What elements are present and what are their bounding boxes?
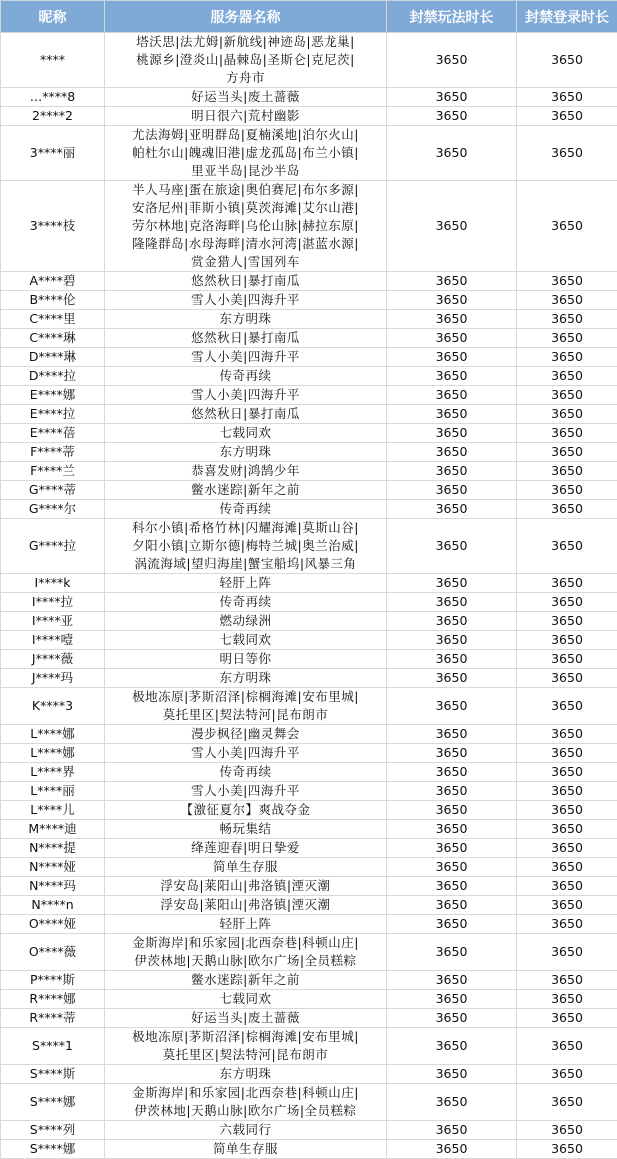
nickname-cell: L****娜 <box>1 725 105 744</box>
server-name-line: 鳖水迷踪|新年之前 <box>107 971 384 989</box>
server-name-line: 雪人小美|四海升平 <box>107 782 384 800</box>
nickname-cell: O****娅 <box>1 915 105 934</box>
play-ban-duration-header: 封禁玩法时长 <box>387 1 517 33</box>
server-name-line: 帕杜尔山|魄魂旧港|虚龙孤岛|布兰小镇| <box>107 144 384 162</box>
play-ban-duration-cell: 3650 <box>387 725 517 744</box>
nickname-cell: B****伦 <box>1 291 105 310</box>
server-name-cell <box>105 481 387 500</box>
play-ban-duration-cell: 3650 <box>387 1121 517 1140</box>
table-row <box>1 801 617 820</box>
play-ban-duration-cell: 3650 <box>387 971 517 990</box>
play-ban-duration-cell: 3650 <box>387 877 517 896</box>
table-row <box>1 725 617 744</box>
nickname-cell: 3****丽 <box>1 126 105 181</box>
table-body <box>1 33 617 1159</box>
server-name-cell <box>105 631 387 650</box>
nickname-cell: I****亚 <box>1 612 105 631</box>
login-ban-duration-cell: 3650 <box>517 126 617 181</box>
nickname-cell: N****娅 <box>1 858 105 877</box>
table-row <box>1 1009 617 1028</box>
play-ban-duration-cell: 3650 <box>387 669 517 688</box>
server-name-cell <box>105 329 387 348</box>
table-row <box>1 782 617 801</box>
server-name-line: 明日很六|荒村幽影 <box>107 107 384 125</box>
nickname-cell: J****薇 <box>1 650 105 669</box>
server-name-line: 雪人小美|四海升平 <box>107 291 384 309</box>
server-name-line: 桃源乡|澄炎山|晶棘岛|圣斯仑|克尼茨| <box>107 51 384 69</box>
login-ban-duration-cell: 3650 <box>517 631 617 650</box>
server-name-cell <box>105 272 387 291</box>
login-ban-duration-cell: 3650 <box>517 33 617 88</box>
login-ban-duration-cell: 3650 <box>517 669 617 688</box>
nickname-cell: S****斯 <box>1 1065 105 1084</box>
server-name-cell <box>105 593 387 612</box>
nickname-cell: G****尔 <box>1 500 105 519</box>
server-name-line: 明日等你 <box>107 650 384 668</box>
login-ban-duration-cell: 3650 <box>517 107 617 126</box>
login-ban-duration-cell: 3650 <box>517 688 617 725</box>
login-ban-duration-cell: 3650 <box>517 782 617 801</box>
play-ban-duration-cell: 3650 <box>387 500 517 519</box>
login-ban-duration-cell: 3650 <box>517 386 617 405</box>
table-row <box>1 386 617 405</box>
server-name-cell <box>105 725 387 744</box>
server-name-line: 浮安岛|莱阳山|弗洛镇|湮灭潮 <box>107 877 384 895</box>
nickname-cell: **** <box>1 33 105 88</box>
nickname-cell: S****1 <box>1 1028 105 1065</box>
login-ban-duration-cell: 3650 <box>517 405 617 424</box>
play-ban-duration-cell: 3650 <box>387 782 517 801</box>
server-name-line: 方舟市 <box>107 69 384 87</box>
nickname-cell: E****蓓 <box>1 424 105 443</box>
table-row <box>1 272 617 291</box>
login-ban-duration-cell: 3650 <box>517 763 617 782</box>
server-name-cell <box>105 650 387 669</box>
nickname-cell: M****迪 <box>1 820 105 839</box>
login-ban-duration-cell: 3650 <box>517 443 617 462</box>
server-name-line: 悠然秋日|暴打南瓜 <box>107 329 384 347</box>
play-ban-duration-cell: 3650 <box>387 107 517 126</box>
server-name-line: 传奇再续 <box>107 500 384 518</box>
nickname-cell: E****娜 <box>1 386 105 405</box>
nickname-cell: K****3 <box>1 688 105 725</box>
table-row <box>1 348 617 367</box>
server-name-cell <box>105 462 387 481</box>
server-name-cell <box>105 310 387 329</box>
nickname-cell: G****拉 <box>1 519 105 574</box>
table-row <box>1 858 617 877</box>
server-name-cell <box>105 574 387 593</box>
play-ban-duration-cell: 3650 <box>387 443 517 462</box>
server-name-cell <box>105 1028 387 1065</box>
server-name-line: 金斯海岸|和乐家园|北西奈巷|科顿山庄| <box>107 934 384 952</box>
server-name-cell <box>105 877 387 896</box>
server-name-line: 简单生存服 <box>107 1140 384 1158</box>
server-name-cell <box>105 744 387 763</box>
server-name-cell <box>105 386 387 405</box>
table-row <box>1 574 617 593</box>
server-name-line: 里亚半岛|昆沙半岛 <box>107 162 384 180</box>
login-ban-duration-cell: 3650 <box>517 272 617 291</box>
login-ban-duration-cell: 3650 <box>517 744 617 763</box>
table-row <box>1 107 617 126</box>
nickname-cell: F****蒂 <box>1 443 105 462</box>
login-ban-duration-cell: 3650 <box>517 915 617 934</box>
play-ban-duration-cell: 3650 <box>387 386 517 405</box>
play-ban-duration-cell: 3650 <box>387 896 517 915</box>
play-ban-duration-cell: 3650 <box>387 329 517 348</box>
login-ban-duration-cell: 3650 <box>517 612 617 631</box>
server-name-line: 东方明珠 <box>107 669 384 687</box>
server-name-cell <box>105 820 387 839</box>
server-name-line: 东方明珠 <box>107 443 384 461</box>
server-name-line: 简单生存服 <box>107 858 384 876</box>
login-ban-duration-cell: 3650 <box>517 424 617 443</box>
server-name-line: 轻肝上阵 <box>107 915 384 933</box>
login-ban-duration-cell: 3650 <box>517 519 617 574</box>
table-row <box>1 744 617 763</box>
table-row <box>1 934 617 971</box>
login-ban-duration-header: 封禁登录时长 <box>517 1 617 33</box>
table-row <box>1 877 617 896</box>
server-name-line: 好运当头|废土蔷薇 <box>107 1009 384 1027</box>
login-ban-duration-cell: 3650 <box>517 481 617 500</box>
server-name-line: 轻肝上阵 <box>107 574 384 592</box>
table-row <box>1 820 617 839</box>
server-name-line: 莫托里区|契法特河|昆布朗市 <box>107 1046 384 1064</box>
server-name-line: 雪人小美|四海升平 <box>107 386 384 404</box>
play-ban-duration-cell: 3650 <box>387 1065 517 1084</box>
server-name-cell <box>105 405 387 424</box>
server-name-cell <box>105 858 387 877</box>
play-ban-duration-cell: 3650 <box>387 1140 517 1159</box>
play-ban-duration-cell: 3650 <box>387 348 517 367</box>
play-ban-duration-cell: 3650 <box>387 272 517 291</box>
server-name-line: 七载同欢 <box>107 631 384 649</box>
play-ban-duration-cell: 3650 <box>387 915 517 934</box>
server-name-line: 莫托里区|契法特河|昆布朗市 <box>107 706 384 724</box>
server-name-cell <box>105 348 387 367</box>
server-name-cell <box>105 367 387 386</box>
play-ban-duration-cell: 3650 <box>387 33 517 88</box>
server-name-line: 赏金猎人|雪国列车 <box>107 253 384 271</box>
server-name-line: 半人马座|蛋在旅途|奥伯赛尼|布尔多源| <box>107 181 384 199</box>
server-name-line: 漫步枫径|幽灵舞会 <box>107 725 384 743</box>
login-ban-duration-cell: 3650 <box>517 88 617 107</box>
server-name-line: 畅玩集结 <box>107 820 384 838</box>
nickname-cell: P****斯 <box>1 971 105 990</box>
server-name-line: 七载同欢 <box>107 990 384 1008</box>
server-name-line: 雪人小美|四海升平 <box>107 348 384 366</box>
server-name-cell <box>105 500 387 519</box>
server-name-line: 金斯海岸|和乐家园|北西奈巷|科顿山庄| <box>107 1084 384 1102</box>
login-ban-duration-cell: 3650 <box>517 650 617 669</box>
nickname-cell: …****8 <box>1 88 105 107</box>
nickname-cell: C****里 <box>1 310 105 329</box>
server-name-cell <box>105 990 387 1009</box>
nickname-cell: 2****2 <box>1 107 105 126</box>
server-name-cell <box>105 1065 387 1084</box>
nickname-cell: C****琳 <box>1 329 105 348</box>
login-ban-duration-cell: 3650 <box>517 462 617 481</box>
server-name-line: 燃动绿洲 <box>107 612 384 630</box>
table-row <box>1 1121 617 1140</box>
nickname-cell: D****琳 <box>1 348 105 367</box>
play-ban-duration-cell: 3650 <box>387 688 517 725</box>
server-name-line: 恭喜发财|鸿鹄少年 <box>107 462 384 480</box>
play-ban-duration-cell: 3650 <box>387 424 517 443</box>
server-name-line: 好运当头|废土蔷薇 <box>107 88 384 106</box>
play-ban-duration-cell: 3650 <box>387 367 517 386</box>
server-name-header: 服务器名称 <box>105 1 387 33</box>
table-row <box>1 33 617 88</box>
nickname-cell: N****n <box>1 896 105 915</box>
play-ban-duration-cell: 3650 <box>387 574 517 593</box>
server-name-cell <box>105 424 387 443</box>
server-name-line: 极地冻原|茅斯沼泽|棕榈海滩|安布里城| <box>107 1028 384 1046</box>
play-ban-duration-cell: 3650 <box>387 801 517 820</box>
nickname-header: 昵称 <box>1 1 105 33</box>
nickname-cell: 3****枝 <box>1 181 105 272</box>
nickname-cell: R****娜 <box>1 990 105 1009</box>
table-row <box>1 88 617 107</box>
table-row <box>1 481 617 500</box>
table-row <box>1 310 617 329</box>
nickname-cell: L****界 <box>1 763 105 782</box>
server-name-cell <box>105 33 387 88</box>
server-name-line: 尤法海姆|亚明群岛|夏楠溪地|泊尔火山| <box>107 126 384 144</box>
server-name-cell <box>105 1140 387 1159</box>
table-row <box>1 896 617 915</box>
server-name-line: 东方明珠 <box>107 1065 384 1083</box>
server-name-cell <box>105 839 387 858</box>
server-name-cell <box>105 88 387 107</box>
play-ban-duration-cell: 3650 <box>387 1028 517 1065</box>
server-name-cell <box>105 291 387 310</box>
login-ban-duration-cell: 3650 <box>517 574 617 593</box>
login-ban-duration-cell: 3650 <box>517 1084 617 1121</box>
server-name-cell <box>105 801 387 820</box>
table-row <box>1 612 617 631</box>
server-name-line: 悠然秋日|暴打南瓜 <box>107 405 384 423</box>
table-row <box>1 424 617 443</box>
play-ban-duration-cell: 3650 <box>387 650 517 669</box>
nickname-cell: O****薇 <box>1 934 105 971</box>
table-row <box>1 443 617 462</box>
login-ban-duration-cell: 3650 <box>517 329 617 348</box>
server-name-cell <box>105 519 387 574</box>
table-row <box>1 763 617 782</box>
server-name-cell <box>105 107 387 126</box>
server-name-cell <box>105 126 387 181</box>
table-row <box>1 1140 617 1159</box>
play-ban-duration-cell: 3650 <box>387 310 517 329</box>
server-name-line: 极地冻原|茅斯沼泽|棕榈海滩|安布里城| <box>107 688 384 706</box>
play-ban-duration-cell: 3650 <box>387 763 517 782</box>
table-row <box>1 593 617 612</box>
table-row <box>1 405 617 424</box>
header-row <box>1 1 617 33</box>
login-ban-duration-cell: 3650 <box>517 1009 617 1028</box>
server-name-cell <box>105 688 387 725</box>
login-ban-duration-cell: 3650 <box>517 291 617 310</box>
login-ban-duration-cell: 3650 <box>517 500 617 519</box>
login-ban-duration-cell: 3650 <box>517 971 617 990</box>
server-name-line: 塔沃思|法尤姆|新航线|神迹岛|恶龙巢| <box>107 33 384 51</box>
nickname-cell: G****蒂 <box>1 481 105 500</box>
login-ban-duration-cell: 3650 <box>517 1028 617 1065</box>
login-ban-duration-cell: 3650 <box>517 310 617 329</box>
play-ban-duration-cell: 3650 <box>387 744 517 763</box>
nickname-cell: I****k <box>1 574 105 593</box>
nickname-cell: A****碧 <box>1 272 105 291</box>
play-ban-duration-cell: 3650 <box>387 1084 517 1121</box>
table-row <box>1 500 617 519</box>
server-name-cell <box>105 971 387 990</box>
table-row <box>1 839 617 858</box>
login-ban-duration-cell: 3650 <box>517 1065 617 1084</box>
server-name-line: 安洛尼州|菲斯小镇|莫茨海滩|艾尔山港| <box>107 199 384 217</box>
play-ban-duration-cell: 3650 <box>387 631 517 650</box>
table-row <box>1 291 617 310</box>
nickname-cell: F****兰 <box>1 462 105 481</box>
server-name-line: 浮安岛|莱阳山|弗洛镇|湮灭潮 <box>107 896 384 914</box>
nickname-cell: N****提 <box>1 839 105 858</box>
play-ban-duration-cell: 3650 <box>387 481 517 500</box>
nickname-cell: E****拉 <box>1 405 105 424</box>
login-ban-duration-cell: 3650 <box>517 181 617 272</box>
server-name-line: 绛莲迎春|明日挚爱 <box>107 839 384 857</box>
nickname-cell: S****娜 <box>1 1140 105 1159</box>
login-ban-duration-cell: 3650 <box>517 725 617 744</box>
login-ban-duration-cell: 3650 <box>517 990 617 1009</box>
nickname-cell: N****玛 <box>1 877 105 896</box>
server-name-line: 七载同欢 <box>107 424 384 442</box>
login-ban-duration-cell: 3650 <box>517 820 617 839</box>
table-row <box>1 650 617 669</box>
server-name-cell <box>105 782 387 801</box>
server-name-line: 涡流海域|望归海崖|蟹宝船坞|风暴三角 <box>107 555 384 573</box>
table-row <box>1 1028 617 1065</box>
nickname-cell: I****噎 <box>1 631 105 650</box>
nickname-cell: J****玛 <box>1 669 105 688</box>
play-ban-duration-cell: 3650 <box>387 593 517 612</box>
table-row <box>1 181 617 272</box>
table-row <box>1 367 617 386</box>
table-row <box>1 990 617 1009</box>
table-row <box>1 631 617 650</box>
server-name-cell <box>105 669 387 688</box>
play-ban-duration-cell: 3650 <box>387 839 517 858</box>
play-ban-duration-cell: 3650 <box>387 181 517 272</box>
nickname-cell: L****丽 <box>1 782 105 801</box>
play-ban-duration-cell: 3650 <box>387 519 517 574</box>
server-name-line: 东方明珠 <box>107 310 384 328</box>
server-name-cell <box>105 1009 387 1028</box>
server-name-line: 劳尔林地|克洛海畔|乌伦山脉|赫拉东原| <box>107 217 384 235</box>
nickname-cell: L****儿 <box>1 801 105 820</box>
server-name-line: 悠然秋日|暴打南瓜 <box>107 272 384 290</box>
table-row <box>1 1065 617 1084</box>
nickname-cell: S****列 <box>1 1121 105 1140</box>
table-row <box>1 1084 617 1121</box>
server-name-cell <box>105 612 387 631</box>
server-name-line: 传奇再续 <box>107 763 384 781</box>
server-name-cell <box>105 934 387 971</box>
nickname-cell: R****蒂 <box>1 1009 105 1028</box>
nickname-cell: D****拉 <box>1 367 105 386</box>
server-name-cell <box>105 443 387 462</box>
play-ban-duration-cell: 3650 <box>387 462 517 481</box>
server-name-cell <box>105 1121 387 1140</box>
play-ban-duration-cell: 3650 <box>387 990 517 1009</box>
server-name-line: 【激征夏尔】爽战夺金 <box>107 801 384 819</box>
table-row <box>1 971 617 990</box>
login-ban-duration-cell: 3650 <box>517 801 617 820</box>
play-ban-duration-cell: 3650 <box>387 1009 517 1028</box>
table-row <box>1 669 617 688</box>
table-row <box>1 688 617 725</box>
server-name-line: 隆隆群岛|水母海畔|清水河湾|湛蓝水源| <box>107 235 384 253</box>
server-name-line: 雪人小美|四海升平 <box>107 744 384 762</box>
login-ban-duration-cell: 3650 <box>517 896 617 915</box>
server-name-cell <box>105 763 387 782</box>
table-row <box>1 462 617 481</box>
server-name-line: 传奇再续 <box>107 367 384 385</box>
play-ban-duration-cell: 3650 <box>387 820 517 839</box>
login-ban-duration-cell: 3650 <box>517 348 617 367</box>
server-name-line: 夕阳小镇|立斯尔德|梅特兰城|奥兰治威| <box>107 537 384 555</box>
login-ban-duration-cell: 3650 <box>517 877 617 896</box>
server-name-line: 传奇再续 <box>107 593 384 611</box>
server-name-line: 科尔小镇|希格竹林|闪耀海滩|莫斯山谷| <box>107 519 384 537</box>
nickname-cell: L****娜 <box>1 744 105 763</box>
server-name-line: 伊茨林地|天鹅山脉|欧尔广场|全员糕粽 <box>107 952 384 970</box>
login-ban-duration-cell: 3650 <box>517 1140 617 1159</box>
server-name-cell <box>105 1084 387 1121</box>
play-ban-duration-cell: 3650 <box>387 934 517 971</box>
nickname-cell: S****娜 <box>1 1084 105 1121</box>
play-ban-duration-cell: 3650 <box>387 612 517 631</box>
table-row <box>1 915 617 934</box>
play-ban-duration-cell: 3650 <box>387 88 517 107</box>
login-ban-duration-cell: 3650 <box>517 593 617 612</box>
login-ban-duration-cell: 3650 <box>517 858 617 877</box>
login-ban-duration-cell: 3650 <box>517 1121 617 1140</box>
play-ban-duration-cell: 3650 <box>387 291 517 310</box>
play-ban-duration-cell: 3650 <box>387 858 517 877</box>
server-name-cell <box>105 896 387 915</box>
play-ban-duration-cell: 3650 <box>387 126 517 181</box>
server-name-cell <box>105 181 387 272</box>
table-row <box>1 519 617 574</box>
play-ban-duration-cell: 3650 <box>387 405 517 424</box>
server-name-cell <box>105 915 387 934</box>
table-row <box>1 126 617 181</box>
login-ban-duration-cell: 3650 <box>517 367 617 386</box>
table-row <box>1 329 617 348</box>
server-name-line: 鳖水迷踪|新年之前 <box>107 481 384 499</box>
server-name-line: 伊茨林地|天鹅山脉|欧尔广场|全员糕粽 <box>107 1102 384 1120</box>
nickname-cell: I****拉 <box>1 593 105 612</box>
server-name-line: 六载同行 <box>107 1121 384 1139</box>
login-ban-duration-cell: 3650 <box>517 839 617 858</box>
login-ban-duration-cell: 3650 <box>517 934 617 971</box>
